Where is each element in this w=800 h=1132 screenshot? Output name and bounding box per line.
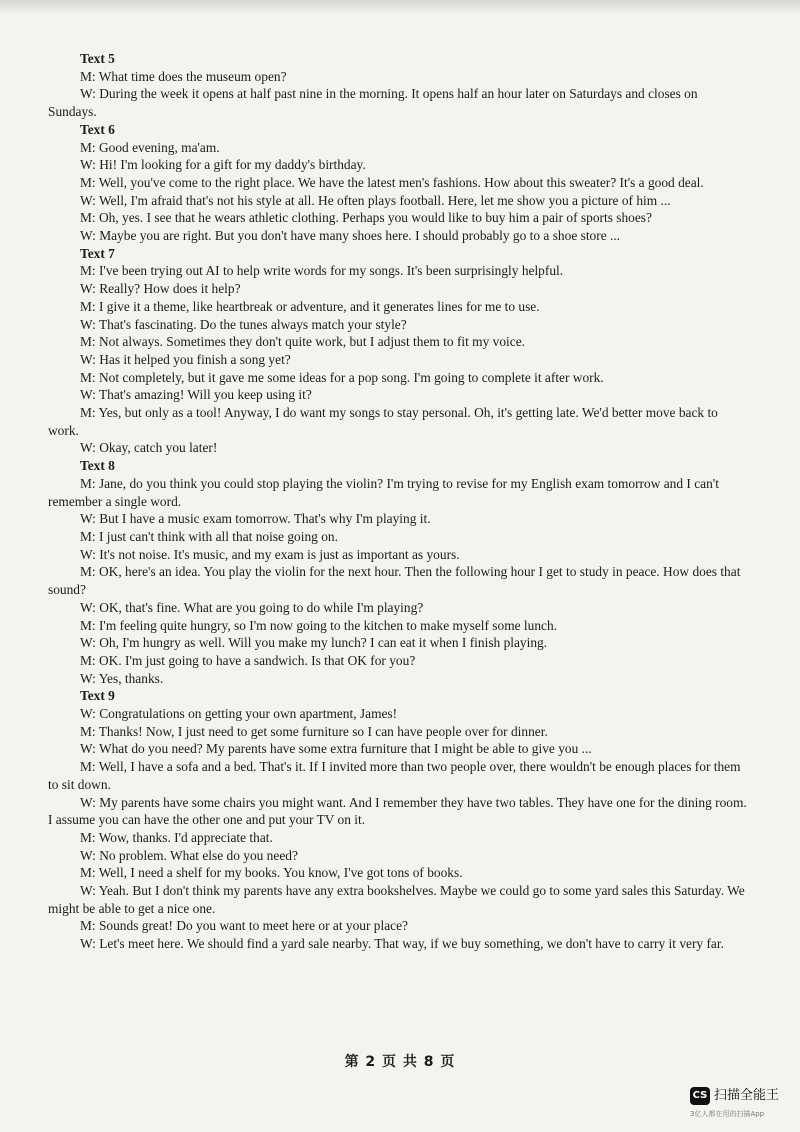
dialogue-line: W: Maybe you are right. But you don't have many shoes here. I should probably go to a shoe store ... bbox=[80, 228, 621, 244]
camscanner-name: 扫描全能王 bbox=[714, 1088, 780, 1103]
page-footer: 第 2 页 共 8 页 bbox=[344, 1054, 456, 1070]
dialogue-line: W: Has it helped you finish a song yet? bbox=[80, 351, 291, 367]
dialogue-line: W: During the week it opens at half past nine in the morning. It opens half an hour later on Saturdays and closes on Sundays. bbox=[48, 86, 698, 120]
dialogue-line: M: I give it a theme, like heartbreak or adventure, and it generates lines for me to use. bbox=[80, 298, 540, 314]
dialogue-line: M: Oh, yes. I see that he wears athletic clothing. Perhaps you would like to buy him a pair of sports shoes? bbox=[80, 210, 652, 226]
dialogue-line: W: Okay, catch you later! bbox=[80, 440, 218, 456]
dialogue-line: M: Yes, but only as a tool! Anyway, I do want my songs to stay personal. Oh, it's getting late. We'd better move back to work. bbox=[48, 405, 718, 438]
section-heading: Text 6 bbox=[80, 121, 115, 137]
dialogue-line: M: Not always. Sometimes they don't quite work, but I adjust them to fit my voice. bbox=[80, 334, 525, 350]
section-heading: Text 7 bbox=[80, 245, 115, 261]
dialogue-line: M: Wow, thanks. I'd appreciate that. bbox=[80, 829, 273, 845]
scan-top-edge bbox=[0, 0, 800, 14]
dialogue-line: M: I've been trying out AI to help write words for my songs. It's been surprisingly helpful. bbox=[80, 263, 564, 279]
dialogue-line: M: Sounds great! Do you want to meet here or at your place? bbox=[80, 918, 408, 934]
dialogue-line: M: Well, I need a shelf for my books. You know, I've got tons of books. bbox=[80, 865, 463, 881]
section-heading: Text 8 bbox=[80, 458, 115, 474]
dialogue-line: W: Yeah. But I don't think my parents have any extra bookshelves. Maybe we could go to some yard sales this Saturday. We might be able to get a nice one. bbox=[48, 883, 745, 916]
dialogue-line: M: Good evening, ma'am. bbox=[80, 139, 220, 155]
dialogue-line: M: Jane, do you think you could stop playing the violin? I'm trying to revise for my English exam tomorrow and I can't remember a single word. bbox=[48, 475, 719, 509]
document-page bbox=[48, 50, 748, 953]
dialogue-line: W: Hi! I'm looking for a gift for my daddy's birthday. bbox=[80, 157, 366, 173]
dialogue-line: W: OK, that's fine. What are you going to do while I'm playing? bbox=[80, 599, 424, 615]
camscanner-tagline: 3亿人都在用的扫描App bbox=[690, 1110, 765, 1118]
camscanner-logo-icon: CS bbox=[690, 1087, 710, 1105]
dialogue-line: M: OK, here's an idea. You play the violin for the next hour. Then the following hour I get to study in peace. How does that sound? bbox=[48, 564, 741, 598]
dialogue-line: W: No problem. What else do you need? bbox=[80, 847, 298, 863]
section-heading: Text 9 bbox=[80, 688, 115, 704]
dialogue-line: W: Congratulations on getting your own apartment, James! bbox=[80, 706, 398, 722]
section-heading: Text 5 bbox=[80, 51, 115, 66]
dialogue-line: M: What time does the museum open? bbox=[80, 68, 287, 84]
dialogue-line: W: But I have a music exam tomorrow. That's why I'm playing it. bbox=[80, 511, 431, 527]
dialogue-line: W: That's fascinating. Do the tunes always match your style? bbox=[80, 316, 407, 332]
dialogue-line: M: I just can't think with all that noise going on. bbox=[80, 528, 338, 544]
dialogue-line: W: It's not noise. It's music, and my exam is just as important as yours. bbox=[80, 546, 460, 562]
dialogue-line: W: Really? How does it help? bbox=[80, 281, 241, 297]
dialogue-line: W: Well, I'm afraid that's not his style at all. He often plays football. Here, let me show you a picture of him ... bbox=[80, 192, 671, 208]
dialogue-line: M: Well, you've come to the right place. We have the latest men's fashions. How about this sweater? It's a good deal. bbox=[80, 174, 704, 190]
dialogue-line: W: Let's meet here. We should find a yard sale nearby. That way, if we buy something, we don't have to carry it very far. bbox=[80, 936, 724, 952]
dialogue-line: W: My parents have some chairs you might want. And I remember they have two tables. They have one for the dining room. I assume you can have the other one and put your TV on it. bbox=[48, 794, 747, 828]
dialogue-line: W: Yes, thanks. bbox=[80, 670, 164, 686]
dialogue-line: M: I'm feeling quite hungry, so I'm now going to the kitchen to make myself some lunch. bbox=[80, 617, 558, 633]
dialogue-line: M: OK. I'm just going to have a sandwich. Is that OK for you? bbox=[80, 652, 416, 668]
camscanner-watermark bbox=[690, 1087, 795, 1123]
dialogue-line: W: That's amazing! Will you keep using it? bbox=[80, 387, 312, 403]
dialogue-line: W: What do you need? My parents have some extra furniture that I might be able to give you ... bbox=[80, 741, 592, 757]
dialogue-line: M: Well, I have a sofa and a bed. That's it. If I invited more than two people over, there wouldn't be enough places for them to sit down. bbox=[48, 759, 741, 792]
dialogue-line: M: Not completely, but it gave me some ideas for a pop song. I'm going to complete it after work. bbox=[80, 369, 604, 385]
dialogue-line: W: Oh, I'm hungry as well. Will you make my lunch? I can eat it when I finish playing. bbox=[80, 635, 548, 651]
dialogue-line: M: Thanks! Now, I just need to get some furniture so I can have people over for dinner. bbox=[80, 723, 548, 739]
